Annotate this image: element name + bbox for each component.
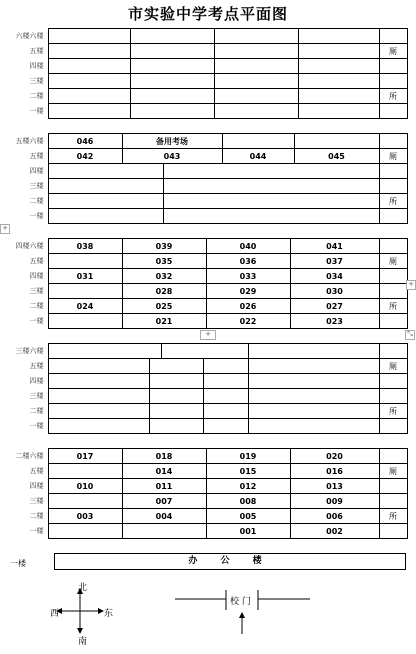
- room-cell: [163, 194, 379, 209]
- room-cell: 034: [290, 269, 379, 284]
- room-cell: [130, 44, 214, 59]
- floor-label: 三楼: [29, 392, 44, 400]
- room-cell: 011: [122, 479, 206, 494]
- building-block-3: [5, 238, 408, 329]
- east-label: 东: [104, 609, 114, 619]
- floor-label: 一楼: [29, 422, 44, 430]
- room-cell: [248, 404, 379, 419]
- room-cell: 027: [290, 299, 379, 314]
- gate-label: 校 门: [230, 597, 251, 607]
- floor-row: [5, 509, 407, 524]
- building-block-1: [5, 28, 408, 119]
- room-cell: 036: [206, 254, 290, 269]
- room-cell: [48, 164, 163, 179]
- floor-label: 二楼: [29, 512, 44, 520]
- floor-label: 三楼: [29, 77, 44, 85]
- floor-label: 五楼: [29, 362, 44, 370]
- floor-row: [5, 494, 407, 509]
- room-cell: [163, 209, 379, 224]
- floor-row: [5, 419, 407, 434]
- south-label: 南: [78, 637, 88, 647]
- room-cell: [298, 29, 379, 44]
- room-cell: 023: [290, 314, 379, 329]
- room-cell: [48, 254, 122, 269]
- room-cell: [48, 179, 163, 194]
- toilet-cell: 所: [379, 404, 407, 419]
- office-building: 办 公 楼: [54, 553, 406, 570]
- room-cell: [214, 74, 298, 89]
- room-cell: [294, 134, 379, 149]
- room-cell: 033: [206, 269, 290, 284]
- room-cell: 030: [290, 284, 379, 299]
- room-cell: 037: [290, 254, 379, 269]
- room-cell: [214, 59, 298, 74]
- floor-row: [5, 134, 407, 149]
- room-cell: 002: [290, 524, 379, 539]
- room-cell: 029: [206, 284, 290, 299]
- room-cell: [48, 404, 149, 419]
- room-cell: [48, 344, 161, 359]
- floor-label: 四楼: [29, 482, 44, 490]
- room-cell: [48, 209, 163, 224]
- floor-row: [5, 44, 407, 59]
- room-cell: [298, 59, 379, 74]
- room-cell: [248, 389, 379, 404]
- room-cell: [149, 404, 203, 419]
- room-cell: [203, 419, 248, 434]
- add-row-handle[interactable]: +: [0, 224, 10, 234]
- room-cell: 043: [122, 149, 222, 164]
- room-cell: 026: [206, 299, 290, 314]
- building-block-4: [5, 343, 408, 434]
- floor-label: 三楼六楼: [15, 347, 44, 355]
- room-cell: 013: [290, 479, 379, 494]
- floor-row: [5, 479, 407, 494]
- room-cell: 039: [122, 239, 206, 254]
- room-cell: [203, 389, 248, 404]
- floor-label: 一楼: [29, 317, 44, 325]
- building-block-5: [5, 448, 408, 539]
- room-cell: 041: [290, 239, 379, 254]
- floor-label: 二楼: [29, 407, 44, 415]
- room-cell: [149, 359, 203, 374]
- room-cell: 016: [290, 464, 379, 479]
- room-cell: 022: [206, 314, 290, 329]
- room-cell: [298, 89, 379, 104]
- room-cell: [48, 104, 130, 119]
- room-cell: [130, 29, 214, 44]
- toilet-cell: 厕: [379, 464, 407, 479]
- toilet-cell: [379, 104, 407, 119]
- floor-label: 五楼: [29, 467, 44, 475]
- floor-row: [5, 179, 407, 194]
- room-cell: 014: [122, 464, 206, 479]
- room-cell: 006: [290, 509, 379, 524]
- floor-label: 四楼: [29, 272, 44, 280]
- toilet-cell: [379, 314, 407, 329]
- add-row-handle[interactable]: +: [200, 330, 216, 340]
- floor-row: [5, 524, 407, 539]
- room-cell: 038: [48, 239, 122, 254]
- room-cell: [48, 464, 122, 479]
- room-cell: 001: [206, 524, 290, 539]
- room-cell: 010: [48, 479, 122, 494]
- floor-row: [5, 464, 407, 479]
- room-cell: 045: [294, 149, 379, 164]
- room-cell: 019: [206, 449, 290, 464]
- room-cell: 028: [122, 284, 206, 299]
- room-cell: [130, 59, 214, 74]
- floor-row: [5, 269, 407, 284]
- compass: [40, 578, 120, 650]
- room-cell: [248, 359, 379, 374]
- room-cell: [130, 89, 214, 104]
- room-cell: [298, 44, 379, 59]
- room-cell: [149, 389, 203, 404]
- room-cell: 008: [206, 494, 290, 509]
- room-cell: [122, 524, 206, 539]
- floor-label: 五楼: [29, 257, 44, 265]
- room-cell: 035: [122, 254, 206, 269]
- toilet-cell: [379, 179, 407, 194]
- toilet-cell: [379, 494, 407, 509]
- floor-row: [5, 284, 407, 299]
- room-cell: 046: [48, 134, 122, 149]
- floor-row: [5, 239, 407, 254]
- floor-label: 二楼: [29, 92, 44, 100]
- floor-row: [5, 254, 407, 269]
- room-cell: [298, 74, 379, 89]
- room-cell: 003: [48, 509, 122, 524]
- room-cell: [203, 359, 248, 374]
- floor-label: 四楼: [29, 62, 44, 70]
- room-cell: [130, 104, 214, 119]
- room-cell: 018: [122, 449, 206, 464]
- room-cell: 009: [290, 494, 379, 509]
- toilet-cell: [379, 389, 407, 404]
- floor-label: 二楼: [29, 302, 44, 310]
- floor-label: 三楼: [29, 497, 44, 505]
- room-cell: [203, 374, 248, 389]
- floor-label: 四楼: [29, 167, 44, 175]
- floor-row: [5, 149, 407, 164]
- toilet-cell: [379, 239, 407, 254]
- floor-row: [5, 89, 407, 104]
- room-cell: 004: [122, 509, 206, 524]
- room-cell: 042: [48, 149, 122, 164]
- floor-row: [5, 374, 407, 389]
- toilet-cell: [379, 164, 407, 179]
- room-cell: [48, 494, 122, 509]
- floor-row: [5, 104, 407, 119]
- floor-label: 四楼: [29, 377, 44, 385]
- floor-row: [5, 209, 407, 224]
- toilet-cell: [379, 59, 407, 74]
- toilet-cell: [379, 29, 407, 44]
- school-gate: [170, 588, 320, 636]
- room-cell: [222, 134, 294, 149]
- room-cell: [248, 374, 379, 389]
- room-cell: 017: [48, 449, 122, 464]
- floor-row: [5, 314, 407, 329]
- room-cell: [48, 89, 130, 104]
- room-cell: [130, 74, 214, 89]
- floor-row: [5, 344, 407, 359]
- floor-label: 五楼六楼: [15, 137, 44, 145]
- floor-row: [5, 74, 407, 89]
- room-cell: 040: [206, 239, 290, 254]
- room-cell: [298, 104, 379, 119]
- floor-row: [5, 389, 407, 404]
- room-cell: 025: [122, 299, 206, 314]
- toilet-cell: [379, 284, 407, 299]
- toilet-cell: [379, 524, 407, 539]
- room-cell: [203, 404, 248, 419]
- toilet-cell: [379, 269, 407, 284]
- toilet-cell: 所: [379, 509, 407, 524]
- room-cell: [214, 44, 298, 59]
- room-cell: [48, 74, 130, 89]
- room-cell: [248, 344, 379, 359]
- floor-label: 二楼六楼: [15, 452, 44, 460]
- room-cell: [48, 524, 122, 539]
- room-cell: [48, 44, 130, 59]
- floor-row: [5, 59, 407, 74]
- add-column-handle[interactable]: +: [406, 280, 416, 290]
- room-cell: [163, 164, 379, 179]
- toilet-cell: 所: [379, 89, 407, 104]
- toilet-cell: [379, 449, 407, 464]
- toilet-cell: 所: [379, 194, 407, 209]
- room-cell: 005: [206, 509, 290, 524]
- room-cell: 015: [206, 464, 290, 479]
- floor-label: 一楼: [29, 212, 44, 220]
- room-cell: [48, 419, 149, 434]
- floor-label: 三楼: [29, 287, 44, 295]
- room-cell: [214, 29, 298, 44]
- toilet-cell: 所: [379, 299, 407, 314]
- floor-label: 二楼: [29, 197, 44, 205]
- room-cell: 007: [122, 494, 206, 509]
- building-block-2: [5, 133, 408, 224]
- room-cell: [214, 104, 298, 119]
- room-cell: 024: [48, 299, 122, 314]
- floor-label: 五楼: [29, 47, 44, 55]
- room-cell: [149, 374, 203, 389]
- toilet-cell: 厕: [379, 44, 407, 59]
- room-cell: 020: [290, 449, 379, 464]
- toilet-cell: [379, 74, 407, 89]
- toilet-cell: [379, 209, 407, 224]
- office-floor-label: 一楼: [10, 559, 26, 568]
- floor-row: [5, 449, 407, 464]
- floor-label: 四楼六楼: [15, 242, 44, 250]
- floor-row: [5, 164, 407, 179]
- floor-label: 一楼: [29, 107, 44, 115]
- room-cell: 备用考场: [122, 134, 222, 149]
- toilet-cell: 厕: [379, 359, 407, 374]
- room-cell: [48, 374, 149, 389]
- page-title: 市实验中学考点平面图: [127, 5, 288, 23]
- floor-label: 五楼: [29, 152, 44, 160]
- toilet-cell: [379, 419, 407, 434]
- room-cell: [248, 419, 379, 434]
- floor-row: [5, 194, 407, 209]
- floor-row: [5, 404, 407, 419]
- floor-label: 六楼六楼: [15, 32, 44, 40]
- toilet-cell: [379, 374, 407, 389]
- room-cell: [214, 89, 298, 104]
- toilet-cell: [379, 479, 407, 494]
- room-cell: [48, 59, 130, 74]
- room-cell: [163, 179, 379, 194]
- room-cell: [48, 29, 130, 44]
- floor-row: [5, 359, 407, 374]
- room-cell: 021: [122, 314, 206, 329]
- toilet-cell: [379, 344, 407, 359]
- room-cell: [48, 359, 149, 374]
- room-cell: [48, 284, 122, 299]
- floor-label: 三楼: [29, 182, 44, 190]
- toilet-cell: 厕: [379, 149, 407, 164]
- room-cell: 032: [122, 269, 206, 284]
- west-label: 西: [50, 609, 60, 619]
- north-label: 北: [78, 583, 88, 593]
- floor-label: 一楼: [29, 527, 44, 535]
- toilet-cell: [379, 134, 407, 149]
- floor-row: [5, 29, 407, 44]
- room-cell: 044: [222, 149, 294, 164]
- room-cell: 012: [206, 479, 290, 494]
- room-cell: [161, 344, 248, 359]
- room-cell: [48, 389, 149, 404]
- room-cell: [48, 314, 122, 329]
- floor-row: [5, 299, 407, 314]
- room-cell: [149, 419, 203, 434]
- resize-handle[interactable]: ⤡: [405, 330, 415, 340]
- room-cell: [48, 194, 163, 209]
- toilet-cell: 厕: [379, 254, 407, 269]
- room-cell: 031: [48, 269, 122, 284]
